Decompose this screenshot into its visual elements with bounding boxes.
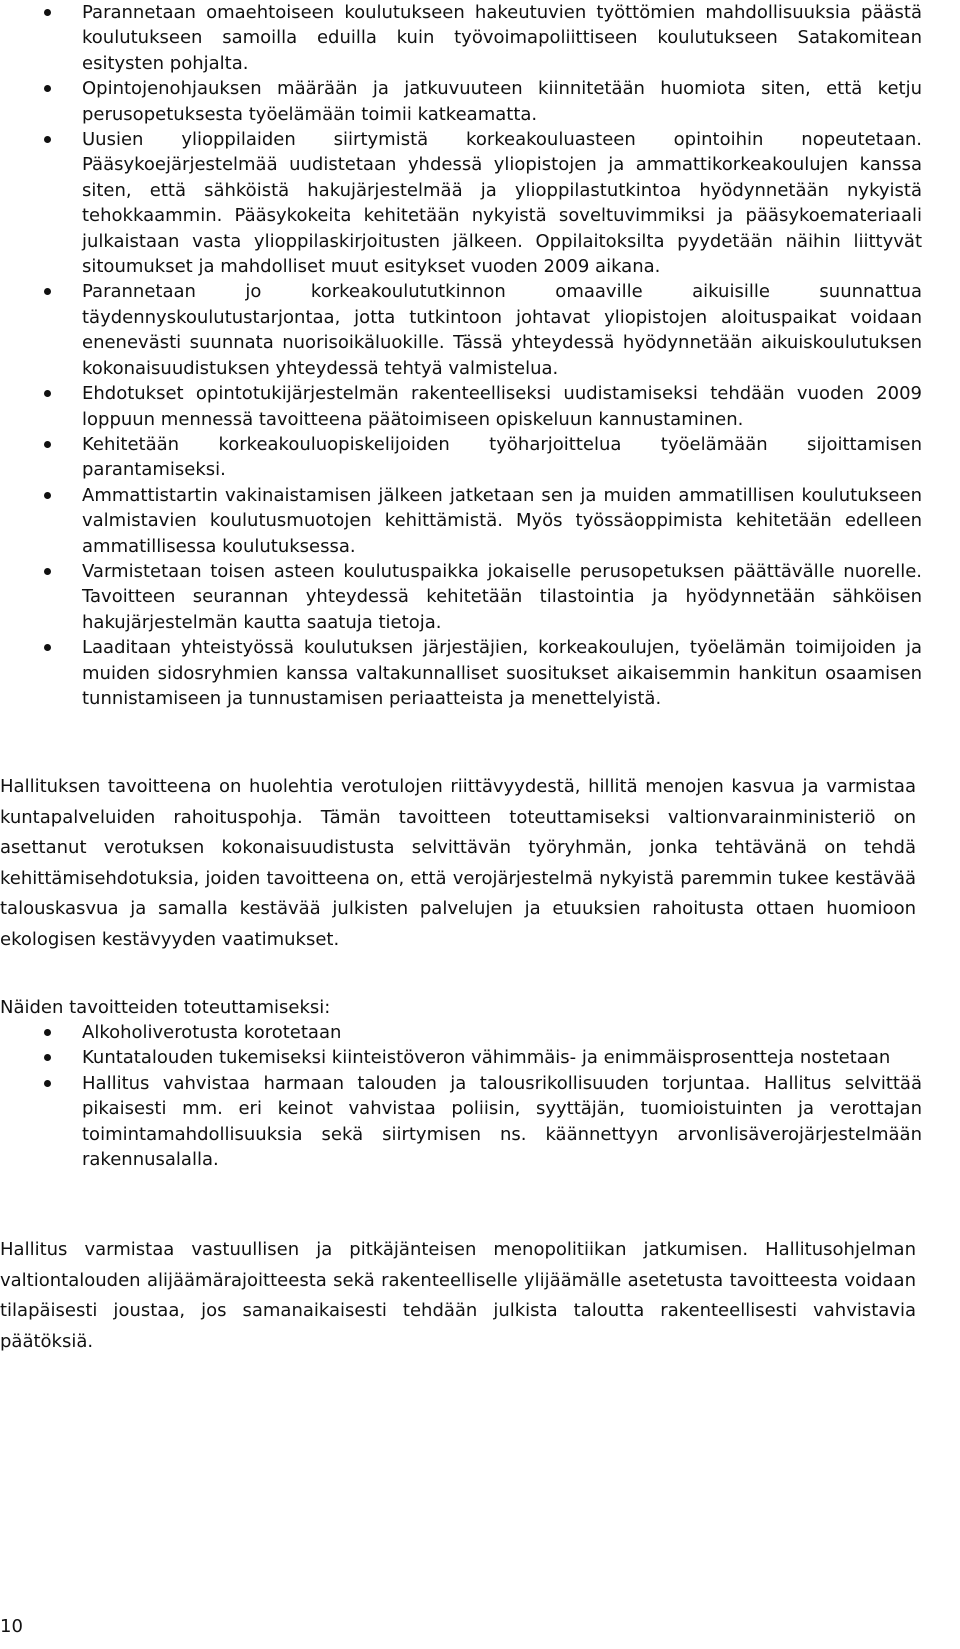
paragraph-tax-goals: Hallituksen tavoitteena on huolehtia verotulojen riittävyydestä, hillitä menojen kasvua ja varmistaa kuntapalveluiden rahoituspohja. Tämän tavoitteen toteuttamiseksi valtionvarainministeriö on asettanut verotuksen kokonaisuudistusta selvittävän työryhmän, jonka tehtävänä on tehdä kehittämisehdotuksia, joiden tavoitteena on, että verojärjestelmä nykyistä paremmin tukee kestävää talouskasvua ja samalla kestävää julkisten palvelujen ja etuuksien rahoitusta ottaen huomioon ekologisen kestävyyden vaatimukset. — [0, 776, 916, 950]
list-item: Kehitetään korkeakouluopiskelijoiden työharjoittelua työelämään sijoittamisen parantamiseksi. — [0, 432, 960, 483]
measures-list — [0, 0, 960, 711]
list-item: Kuntatalouden tukemiseksi kiinteistöveron vähimmäis- ja enimmäisprosentteja nostetaan — [0, 1045, 960, 1070]
list-item: Alkoholiverotusta korotetaan — [0, 1020, 960, 1045]
bullet-icon — [44, 1080, 51, 1087]
bullet-icon — [44, 288, 51, 295]
list-item: Opintojenohjauksen määrään ja jatkuvuuteen kiinnitetään huomiota siten, että ketju perusopetuksesta työelämään toimii katkeamatta. — [0, 76, 960, 127]
bullet-icon — [44, 9, 51, 16]
bullet-icon — [44, 390, 51, 397]
bullet-icon — [44, 492, 51, 499]
list-item: Parannetaan omaehtoiseen koulutukseen hakeutuvien työttömien mahdollisuuksia päästä koulutukseen samoilla eduilla kuin työvoimapoliittiseen koulutukseen Satakomitean esitysten pohjalta. — [0, 0, 960, 76]
list-item: Ammattistartin vakinaistamisen jälkeen jatketaan sen ja muiden ammatillisen koulutukseen valmistavien koulutusmuotojen kehittämistä. Myös työssäoppimista kehitetään edelleen ammatillisessa koulutuksessa. — [0, 483, 960, 559]
page-number: 10 — [0, 1616, 23, 1637]
paragraph-spending-policy: Hallitus varmistaa vastuullisen ja pitkäjänteisen menopolitiikan jatkumisen. Hallitusohjelman valtiontalouden alijäämärajoitteesta sekä rakenteelliselle ylijäämälle asetetusta tavoitteesta voidaan tilapäisesti joustaa, jos samanaikaisesti tehdään julkista taloutta rakenteellisesti vahvistavia päätöksiä. — [0, 1239, 916, 1352]
bullet-icon — [44, 1029, 51, 1036]
list-item: Varmistetaan toisen asteen koulutuspaikka jokaiselle perusopetuksen päättävälle nuorelle. Tavoitteen seurannan yhteydessä kehitetään tilastointia ja hyödynnetään sähköisen hakujärjestelmän kautta saatuja tietoja. — [0, 559, 960, 635]
bullet-icon — [44, 1054, 51, 1061]
bullet-icon — [44, 568, 51, 575]
list-item: Ehdotukset opintotukijärjestelmän rakenteelliseksi uudistamiseksi tehdään vuoden 2009 loppuun mennessä tavoitteena päätoimiseen opiskeluun kannustaminen. — [0, 381, 960, 432]
list-item: Laaditaan yhteistyössä koulutuksen järjestäjien, korkeakoulujen, työelämän toimijoiden ja muiden sidosryhmien kanssa valtakunnalliset suositukset aikaisemmin hankitun osaamisen tunnistamiseen ja tunnustamisen periaatteista ja menettelyistä. — [0, 635, 960, 711]
list-item: Uusien ylioppilaiden siirtymistä korkeakouluasteen opintoihin nopeutetaan. Pääsykoejärjestelmää uudistetaan yhdessä yliopistojen ja ammattikorkeakoulujen kanssa siten, että sähköistä hakujärjestelmää ja ylioppilastutkintoa hyödynnetään nykyistä tehokkaammin. Pääsykokeita kehitetään nykyistä soveltuvimmiksi ja pääsykoemateriaali julkaistaan vasta ylioppilaskirjoitusten jälkeen. Oppilaitoksilta pyydetään näihin liittyvät sitoumukset ja mahdolliset muut esitykset vuoden 2009 aikana. — [0, 127, 960, 279]
list-item: Hallitus vahvistaa harmaan talouden ja talousrikollisuuden torjuntaa. Hallitus selvittää pikaisesti mm. eri keinot vahvistaa poliisin, syyttäjän, tuomioistuinten ja verottajan toimintamahdollisuuksia sekä siirtymisen ns. käännettyyn arvonlisäverojärjestelmään rakennusalalla. — [0, 1071, 960, 1173]
list-lead: Näiden tavoitteiden toteuttamiseksi: — [0, 997, 331, 1018]
bullet-icon — [44, 644, 51, 651]
bullet-icon — [44, 441, 51, 448]
bullet-icon — [44, 85, 51, 92]
tax-measures-list — [0, 1020, 960, 1172]
bullet-icon — [44, 136, 51, 143]
list-item: Parannetaan jo korkeakoulututkinnon omaaville aikuisille suunnattua täydennyskoulutustarjontaa, jotta tutkintoon johtavat yliopistojen aloituspaikat voidaan enenevästi suunnata nuorisoikäluokille. Tässä yhteydessä hyödynnetään aikuiskoulutuksen kokonaisuudistuksen yhteydessä tehtyä valmistelua. — [0, 279, 960, 381]
